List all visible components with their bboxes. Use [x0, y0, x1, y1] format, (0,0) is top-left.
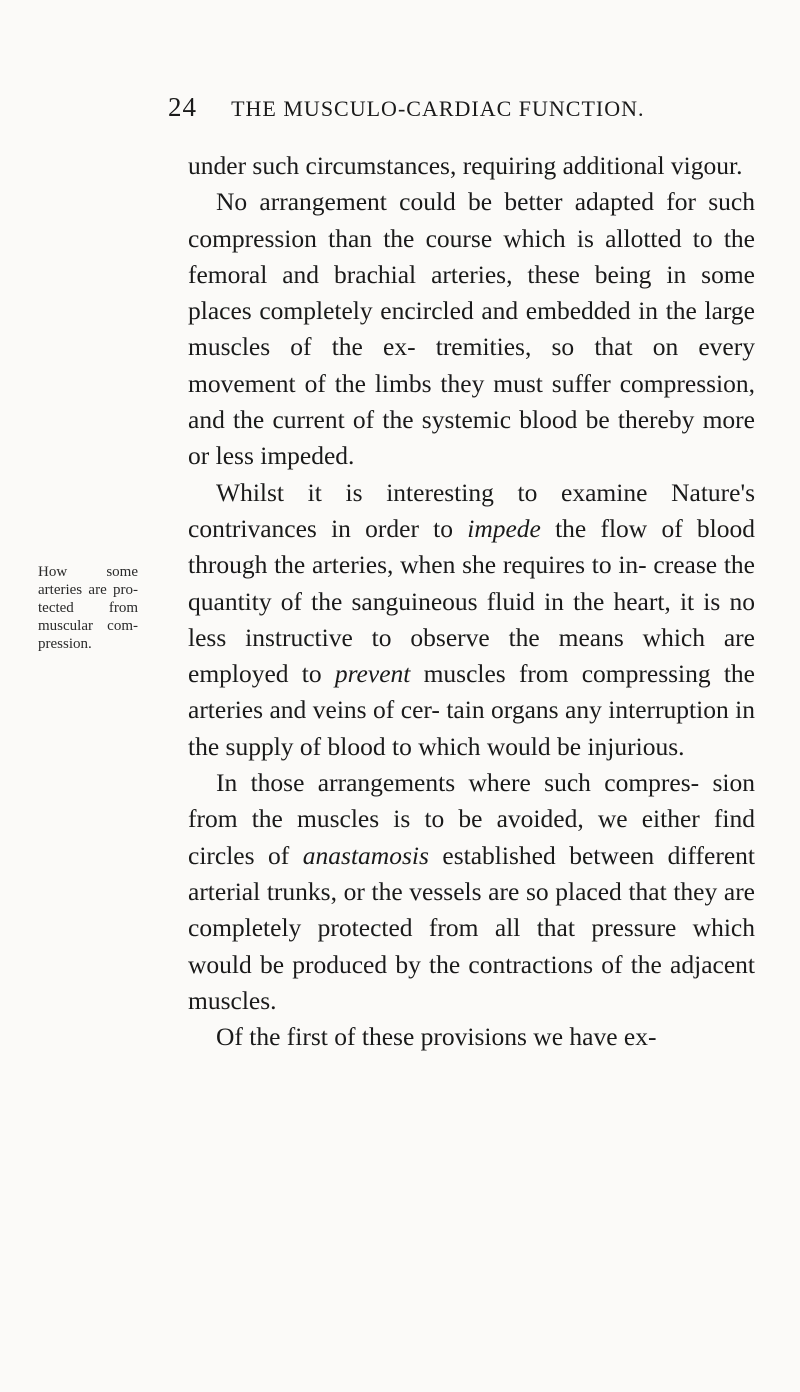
- running-title: THE MUSCULO-CARDIAC FUNCTION.: [231, 96, 645, 121]
- text-run: Whilst it is interesting to examine Nature's contrivances in order to: [188, 477, 755, 543]
- text-run: established between different arterial trunks, or the vessels are so placed that they are completely protected from all that pressure which would be produced by the contractions of the adjacent muscles.: [188, 840, 755, 1015]
- paragraph-first-provisions: Of the first of these provisions we have ex-: [216, 1022, 657, 1052]
- emphasis-anastamosis: anastamosis: [302, 840, 429, 870]
- text-run: muscles from compressing the arteries and veins of cer- tain organs any interruption in the supply of blood to which would be injurious.: [188, 659, 755, 761]
- page-number: 24: [168, 92, 197, 122]
- paragraph-anastamosis: [188, 765, 755, 1019]
- margin-note: How some arteries are pro- tected from muscular com- pression.: [38, 564, 138, 652]
- paragraph-arrangement: No arrangement could be better adapted for such compression than the course which is allotted to the femoral and brachial arteries, these being in some places completely encircled and embedded in the large muscles of the ex- tremities, so that on every movement of the limbs they must suffer compression, and the current of the systemic blood be thereby more or less impeded.: [188, 187, 755, 471]
- body-text: [188, 148, 755, 1055]
- emphasis-impede: impede: [467, 513, 541, 543]
- text-run: the flow of blood through the arteries, when she requires to in- crease the quantity of the sanguineous fluid in the heart, it is no less instructive to observe the means which are employed to: [188, 513, 755, 689]
- paragraph-natures-contrivances: [188, 475, 755, 765]
- page-header: [168, 92, 668, 123]
- paragraph-continuation: under such circumstances, requiring additional vigour.: [188, 151, 743, 180]
- text-run: In those arrangements where such compres- sion from the muscles is to be avoided, we either find circles of: [188, 768, 755, 870]
- emphasis-prevent: prevent: [334, 659, 411, 689]
